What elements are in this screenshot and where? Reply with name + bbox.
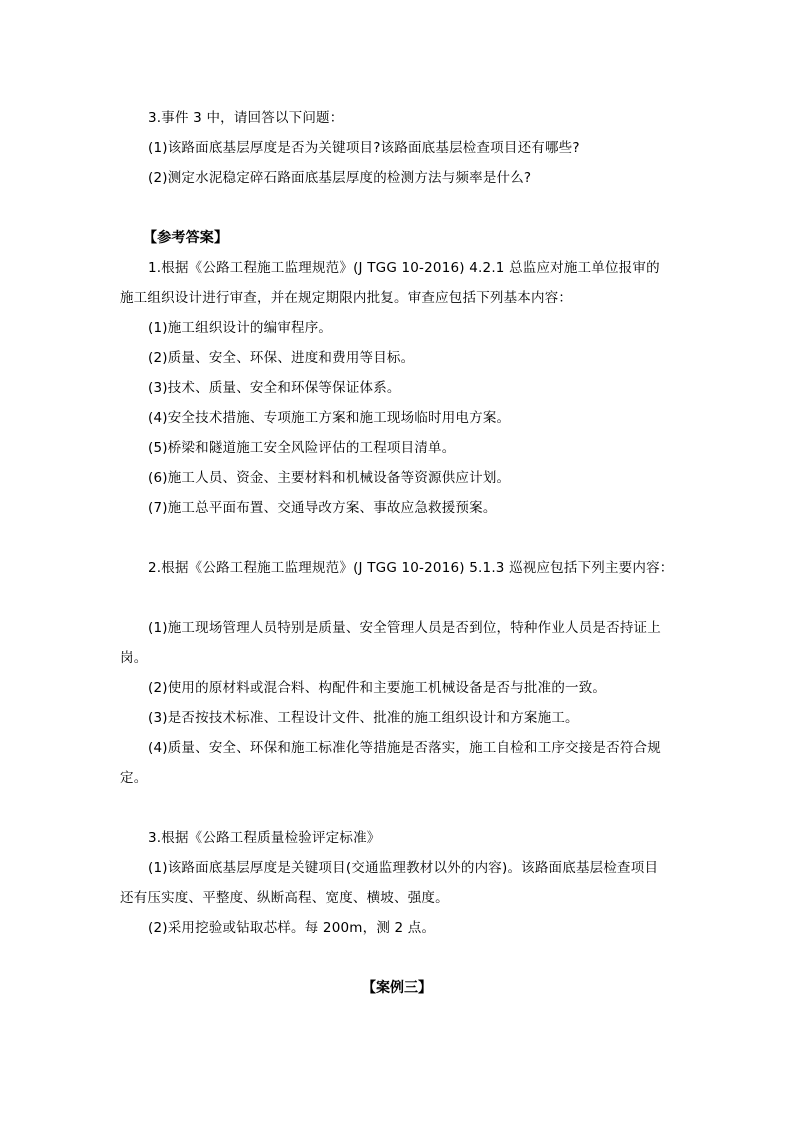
answer-3-item-1-line-1: (1)该路面底基层厚度是关键项目(交通监理教材以外的内容)。该路面底基层检查项目: [148, 860, 659, 876]
case-3-heading: 【案例三】: [362, 980, 432, 996]
answer-2-item-2: (2)使用的原材料或混合料、构配件和主要施工机械设备是否与批准的一致。: [148, 680, 607, 696]
question-3-item-2: (2)测定水泥稳定碎石路面底基层厚度的检测方法与频率是什么?: [148, 170, 532, 186]
question-3-title: 3.事件 3 中，请回答以下问题：: [148, 110, 344, 126]
answer-2-item-1-line-1: (1)施工现场管理人员特别是质量、安全管理人员是否到位，特种作业人员是否持证上: [148, 620, 661, 636]
answer-2-item-4-line-1: (4)质量、安全、环保和施工标准化等措施是否落实，施工自检和工序交接是否符合规: [148, 740, 661, 756]
answer-2-line-1: 2.根据《公路工程施工监理规范》(J TGG 10-2016) 5.1.3 巡视应包括下列主要内容：: [148, 560, 674, 576]
answer-1-item: (5)桥梁和隧道施工安全风险评估的工程项目清单。: [148, 440, 456, 456]
answer-2-item-1-line-2: 岗。: [120, 650, 148, 666]
answer-1-item: (7)施工总平面布置、交通导改方案、事故应急救援预案。: [148, 500, 497, 516]
answer-1-item: (3)技术、质量、安全和环保等保证体系。: [148, 380, 401, 396]
answer-1-line-1: 1.根据《公路工程施工监理规范》(J TGG 10-2016) 4.2.1 总监应对施工单位报审的: [148, 260, 660, 276]
answer-1-item: (4)安全技术措施、专项施工方案和施工现场临时用电方案。: [148, 410, 511, 426]
answer-3-item-2: (2)采用挖验或钻取芯样。每 200m，测 2 点。: [148, 920, 436, 936]
answer-2-item-3: (3)是否按技术标准、工程设计文件、批准的施工组织设计和方案施工。: [148, 710, 579, 726]
answer-1-item: (6)施工人员、资金、主要材料和机械设备等资源供应计划。: [148, 470, 511, 486]
answer-2-item-4-line-2: 定。: [120, 770, 148, 786]
answer-heading: 【参考答案】: [143, 230, 229, 246]
answer-3-line-1: 3.根据《公路工程质量检验评定标准》: [148, 830, 381, 846]
answer-3-item-1-line-2: 还有压实度、平整度、纵断高程、宽度、横坡、强度。: [120, 890, 449, 906]
answer-1-item: (2)质量、安全、环保、进度和费用等目标。: [148, 350, 415, 366]
answer-1-item: (1)施工组织设计的编审程序。: [148, 320, 333, 336]
answer-1-line-2: 施工组织设计进行审查，并在规定期限内批复。审查应包括下列基本内容：: [120, 290, 573, 306]
question-3-item-1: (1)该路面底基层厚度是否为关键项目?该路面底基层检查项目还有哪些?: [148, 140, 580, 156]
